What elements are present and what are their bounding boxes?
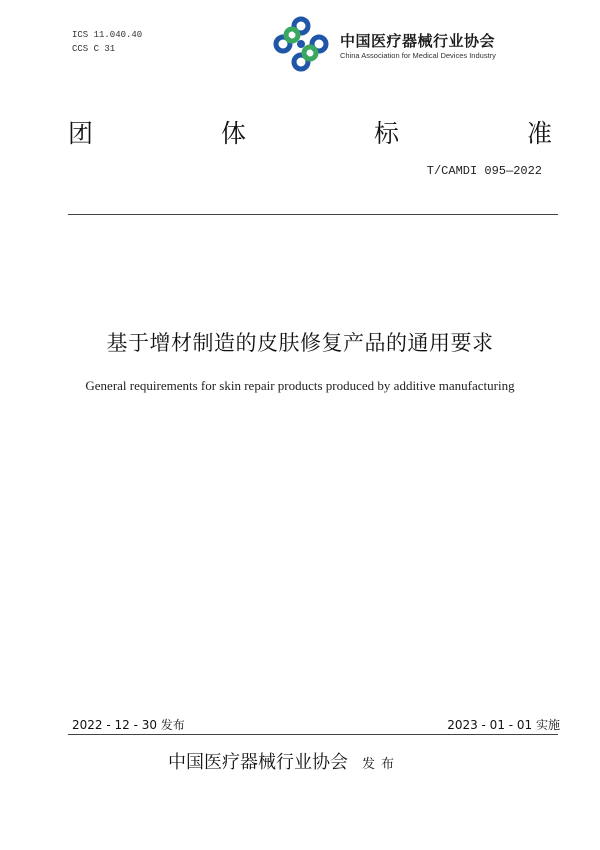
publisher-name: 中国医疗器械行业协会 — [168, 752, 348, 773]
implementation-date: 2023 - 01 - 01 实施 — [447, 718, 560, 732]
title-english: General requirements for skin repair products produced by additive manufacturing — [85, 378, 515, 393]
classification-codes — [72, 28, 142, 56]
top-divider — [68, 214, 558, 215]
doc-type-char: 标 — [373, 119, 399, 148]
document-type-heading — [68, 114, 552, 150]
title-chinese: 基于增材制造的皮肤修复产品的通用要求 — [106, 331, 494, 355]
bottom-divider — [68, 734, 558, 735]
ccs-code: CCS C 31 — [72, 44, 116, 54]
doc-type-char: 团 — [68, 119, 94, 148]
association-name-en: China Association for Medical Devices Industry — [340, 51, 496, 60]
standard-code: T/CAMDI 095—2022 — [426, 164, 542, 178]
association-name-cn: 中国医疗器械行业协会 — [340, 32, 496, 50]
doc-type-char: 准 — [526, 119, 552, 148]
publisher-suffix: 发布 — [362, 757, 401, 772]
association-logo — [270, 16, 530, 72]
doc-type-char: 体 — [220, 119, 246, 148]
publisher-line — [168, 748, 400, 774]
association-emblem-icon — [270, 16, 332, 72]
ics-code: ICS 11.040.40 — [72, 30, 143, 40]
issue-date: 2022 - 12 - 30 发布 — [72, 718, 185, 732]
